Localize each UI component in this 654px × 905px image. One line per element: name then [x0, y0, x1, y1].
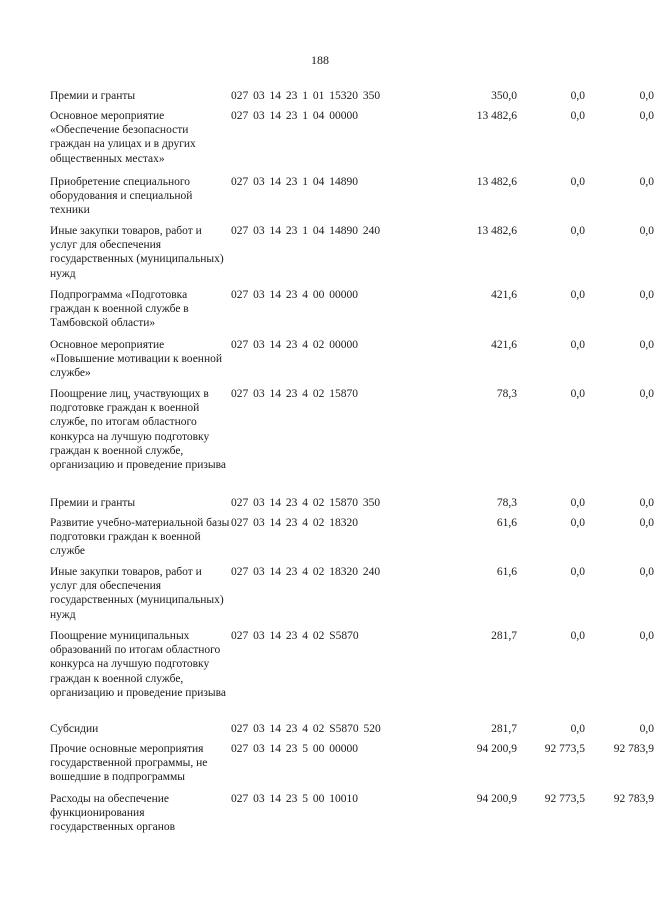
row-value-1: 13 482,6	[476, 110, 517, 122]
row-value-1: 94 200,9	[476, 793, 517, 805]
row-value-1: 13 482,6	[476, 176, 517, 188]
row-value-1: 13 482,6	[476, 225, 517, 237]
row-name: Прочие основные мероприятия государственной программы, не вошедшие в подпрограммы	[50, 743, 208, 784]
row-code: 027 03 14 23 4 02 S5870 520	[231, 723, 381, 735]
row-name: Основное мероприятие «Повышение мотивации к военной службе»	[50, 339, 223, 380]
row-code: 027 03 14 23 4 02 15870	[231, 388, 358, 400]
row-value-2: 0,0	[570, 339, 585, 351]
row-value-1: 421,6	[491, 289, 517, 301]
row-value-2: 0,0	[570, 517, 585, 529]
row-value-3: 0,0	[639, 110, 654, 122]
row-value-3: 0,0	[639, 339, 654, 351]
row-value-2: 0,0	[570, 225, 585, 237]
row-value-3: 0,0	[639, 566, 654, 578]
row-value-1: 281,7	[491, 723, 517, 735]
row-value-3: 0,0	[639, 630, 654, 642]
row-code: 027 03 14 23 4 02 00000	[231, 339, 358, 351]
row-value-3: 0,0	[639, 225, 654, 237]
row-value-2: 0,0	[570, 566, 585, 578]
row-name: Поощрение лиц, участвующих в подготовке граждан к военной службе, по итогам областного конкурса на лучшую подготовку граждан к военной службе, организацию и проведение призыва	[50, 388, 227, 472]
row-name: Подпрограмма «Подготовка граждан к военной службе в Тамбовской области»	[50, 289, 189, 330]
page-number: 188	[311, 53, 329, 67]
row-code: 027 03 14 23 4 00 00000	[231, 289, 358, 301]
row-value-2: 0,0	[570, 289, 585, 301]
row-value-3: 0,0	[639, 176, 654, 188]
row-value-2: 92 773,5	[544, 743, 585, 755]
row-name: Развитие учебно-материальной базы подготовки граждан к военной службе	[50, 517, 230, 558]
row-code: 027 03 14 23 1 01 15320 350	[231, 90, 381, 102]
row-value-1: 61,6	[496, 517, 517, 529]
row-value-3: 0,0	[639, 497, 654, 509]
row-code: 027 03 14 23 1 04 14890 240	[231, 225, 381, 237]
row-value-3: 92 783,9	[613, 793, 654, 805]
row-name: Расходы на обеспечение функционирования государственных органов	[50, 793, 176, 834]
row-name: Основное мероприятие «Обеспечение безопасности граждан на улицах и в других общественных местах»	[50, 110, 196, 165]
row-code: 027 03 14 23 1 04 14890	[231, 176, 358, 188]
row-name: Иные закупки товаров, работ и услуг для обеспечения государственных (муниципальных) нужд	[50, 566, 224, 621]
row-code: 027 03 14 23 5 00 10010	[231, 793, 358, 805]
row-code: 027 03 14 23 4 02 18320	[231, 517, 358, 529]
row-value-3: 92 783,9	[613, 743, 654, 755]
row-value-2: 0,0	[570, 630, 585, 642]
row-value-2: 92 773,5	[544, 793, 585, 805]
row-code: 027 03 14 23 4 02 S5870	[231, 630, 359, 642]
row-value-3: 0,0	[639, 90, 654, 102]
row-value-2: 0,0	[570, 723, 585, 735]
row-value-3: 0,0	[639, 723, 654, 735]
row-name: Приобретение специального оборудования и специальной техники	[50, 176, 193, 217]
row-code: 027 03 14 23 5 00 00000	[231, 743, 358, 755]
row-value-1: 78,3	[496, 497, 517, 509]
row-value-2: 0,0	[570, 497, 585, 509]
row-value-2: 0,0	[570, 388, 585, 400]
row-value-1: 94 200,9	[476, 743, 517, 755]
row-value-3: 0,0	[639, 289, 654, 301]
row-value-1: 61,6	[496, 566, 517, 578]
row-name: Поощрение муниципальных образований по итогам областного конкурса на лучшую подготовку граждан к военной службе, организацию и проведение призыва	[50, 630, 227, 699]
row-value-2: 0,0	[570, 176, 585, 188]
row-value-1: 350,0	[491, 90, 517, 102]
row-value-3: 0,0	[639, 388, 654, 400]
row-name: Премии и гранты	[50, 90, 136, 102]
row-name: Субсидии	[50, 723, 99, 735]
row-code: 027 03 14 23 4 02 15870 350	[231, 497, 381, 509]
row-name: Премии и гранты	[50, 497, 136, 509]
row-value-3: 0,0	[639, 517, 654, 529]
row-value-2: 0,0	[570, 90, 585, 102]
row-code: 027 03 14 23 1 04 00000	[231, 110, 358, 122]
row-value-1: 421,6	[491, 339, 517, 351]
row-value-1: 281,7	[491, 630, 517, 642]
row-name: Иные закупки товаров, работ и услуг для обеспечения государственных (муниципальных) нужд	[50, 225, 224, 280]
row-value-1: 78,3	[496, 388, 517, 400]
row-code: 027 03 14 23 4 02 18320 240	[231, 566, 381, 578]
row-value-2: 0,0	[570, 110, 585, 122]
